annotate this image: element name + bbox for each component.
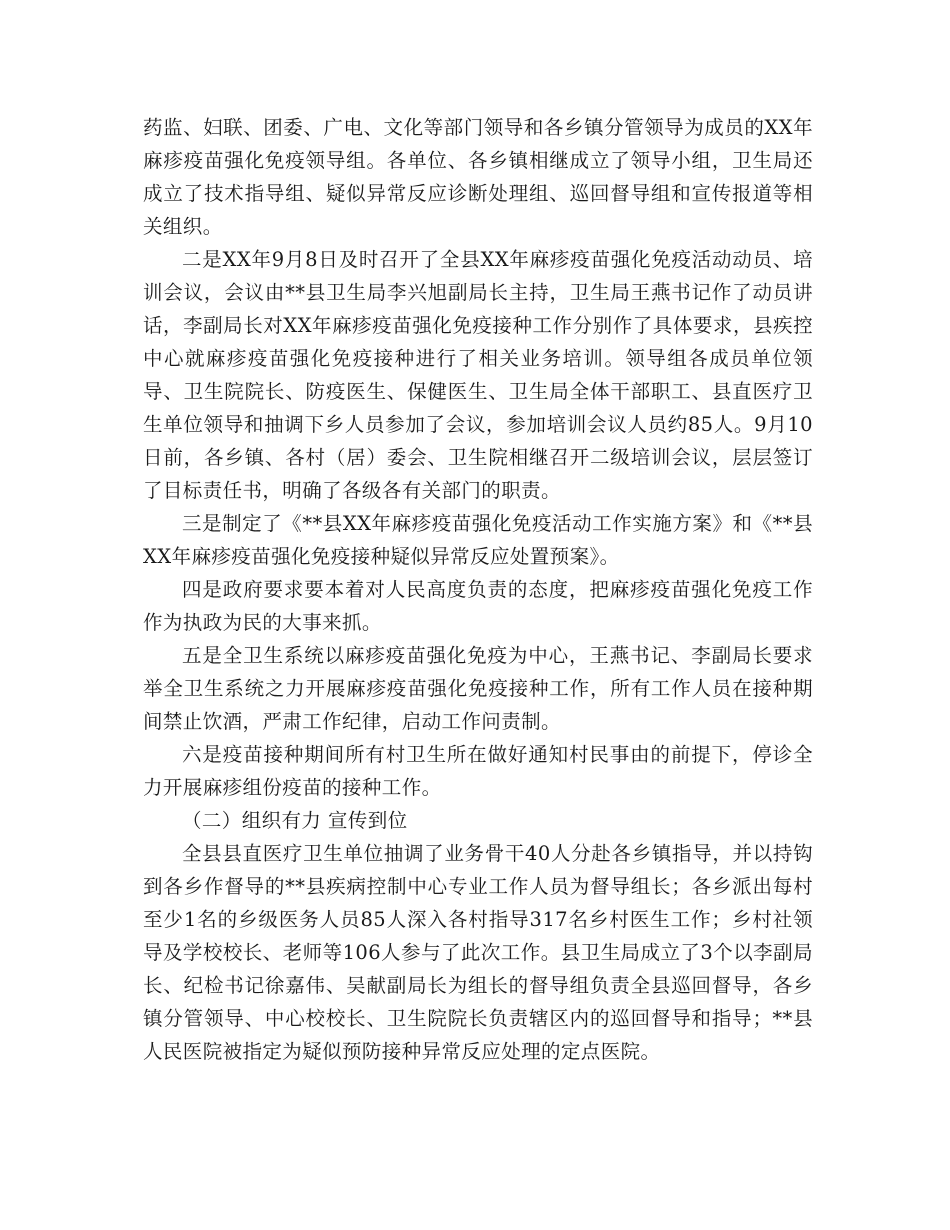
section-heading-organization: （二）组织有力 宣传到位 (182, 809, 408, 832)
paragraph-leading-organizations: 药监、妇联、团委、广电、文化等部门领导和各乡镇分管领导为成员的XX年麻疹疫苗强化免疫领导组。各单位、各乡镇相继成立了领导小组，卫生局还成立了技术指导组、疑似异常反应诊断处理组、巡回督导组和宣传报道等相关组织。 (143, 116, 813, 238)
paragraph-mobilization-meeting: 二是XX年9月8日及时召开了全县XX年麻疹疫苗强化免疫活动动员、培训会议，会议由**县卫生局李兴旭副局长主持，卫生局王燕书记作了动员讲话，李副局长对XX年麻疹疫苗强化免疫接种工作分别作了具体要求，县疾控中心就麻疹疫苗强化免疫接种进行了相关业务培训。领导组各成员单位领导、卫生院院长、防疫医生、保健医生、卫生局全体干部职工、县直医疗卫生单位领导和抽调下乡人员参加了会议，参加培训会议人员约85人。9月10日前，各乡镇、各村（居）委会、卫生院相继召开二级培训会议，层层签订了目标责任书，明确了各级各有关部门的职责。 (143, 248, 813, 502)
paragraph-supervision-teams: 全县县直医疗卫生单位抽调了业务骨干40人分赴各乡镇指导，并以持钩到各乡作督导的**县疾病控制中心专业工作人员为督导组长；各乡派出每村至少1名的乡级医务人员85人深入各村指导317名乡村医生工作；乡村社领导及学校校长、老师等106人参与了此次工作。县卫生局成立了3个以李副局长、纪检书记徐嘉伟、吴献副局长为组长的督导组负责全县巡回督导，各乡镇分管领导、中心校校长、卫生院院长负责辖区内的巡回督导和指导；**县人民医院被指定为疑似预防接种异常反应处理的定点医院。 (143, 842, 813, 1063)
document-body (143, 111, 813, 1068)
paragraph-government-requirement: 四是政府要求要本着对人民高度负责的态度，把麻疹疫苗强化免疫工作作为执政为民的大事来抓。 (143, 578, 813, 634)
paragraph-implementation-plan: 三是制定了《**县XX年麻疹疫苗强化免疫活动工作实施方案》和《**县XX年麻疹疫苗强化免疫接种疑似异常反应处置预案》。 (143, 512, 813, 568)
paragraph-health-system-focus: 五是全卫生系统以麻疹疫苗强化免疫为中心，王燕书记、李副局长要求举全卫生系统之力开展麻疹疫苗强化免疫接种工作，所有工作人员在接种期间禁止饮酒，严肃工作纪律，启动工作问责制。 (143, 644, 813, 733)
paragraph-village-clinics: 六是疫苗接种期间所有村卫生所在做好通知村民事由的前提下，停诊全力开展麻疹组份疫苗的接种工作。 (143, 743, 813, 799)
